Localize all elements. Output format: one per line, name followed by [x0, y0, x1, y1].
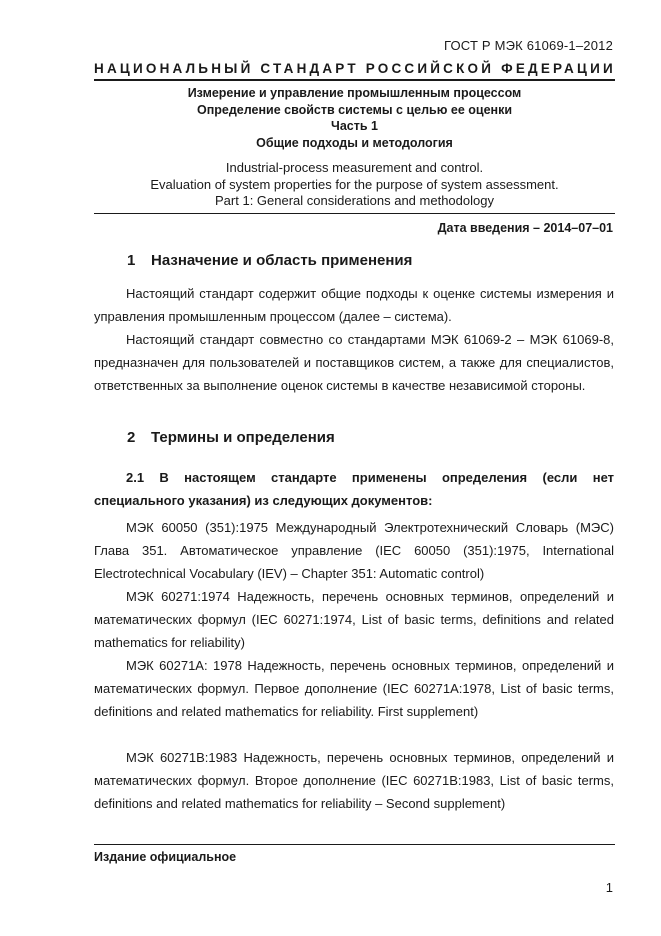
title-english: [94, 160, 615, 210]
section-number: 1: [127, 252, 136, 269]
edition-label: Издание официальное: [94, 850, 237, 864]
footer-divider: [94, 844, 615, 845]
title-divider: [94, 79, 615, 81]
section-number: 2: [127, 429, 136, 446]
title-en-line: Industrial-process measurement and control.: [225, 160, 484, 175]
reference-item: МЭК 60271В:1983 Надежность, перечень основных терминов, определений и математических формул. Второе дополнение (IEC 60271B:1983, List of basic terms, definitions and related mathematics for reliability – Second supplement): [94, 750, 614, 811]
title-en-line: Part 1: General considerations and methodology: [215, 193, 494, 208]
section-1-paragraph-2: Настоящий стандарт совместно со стандартами МЭК 61069-2 – МЭК 61069-8, предназначен для пользователей и поставщиков систем, а также для специалистов, ответственных за выполнение оценок системы в качестве независимой стороны.: [94, 332, 614, 393]
introduction-date: Дата введения – 2014–07–01: [437, 221, 613, 235]
section-1-paragraph-1: Настоящий стандарт содержит общие подходы к оценке системы измерения и управления промышленным процессом (далее – система).: [94, 286, 614, 324]
header-divider: [94, 213, 615, 214]
title-ru-line: Измерение и управление промышленным процессом: [187, 86, 522, 100]
standard-title: НАЦИОНАЛЬНЫЙ СТАНДАРТ РОССИЙСКОЙ ФЕДЕРАЦИИ: [94, 61, 616, 76]
reference-item: МЭК 60271:1974 Надежность, перечень основных терминов, определений и математических формул (IEC 60271:1974, List of basic terms, definitions and related mathematics for reliability): [94, 589, 614, 650]
section-title: Назначение и область применения: [151, 252, 413, 269]
section-title: Термины и определения: [151, 429, 335, 446]
title-en-line: Evaluation of system properties for the purpose of system assessment.: [150, 176, 559, 192]
reference-item: МЭК 60050 (351):1975 Международный Электротехнический Словарь (МЭС) Глава 351. Автоматическое управление (IEC 60050 (351):1975, International Electrotechnical Vocabulary (IEV) – Chapter 351: Automatic control): [94, 520, 614, 581]
title-ru-line: Общие подходы и методология: [256, 135, 453, 150]
clause-2-1: 2.1 В настоящем стандарте применены определения (если нет специального указания) из следующих документов:: [94, 470, 614, 508]
section-1-heading: [127, 252, 412, 269]
section-2-heading: [127, 429, 335, 446]
title-ru-line: Определение свойств системы с целью ее оценки: [196, 102, 513, 117]
reference-item: МЭК 60271А: 1978 Надежность, перечень основных терминов, определений и математических формул. Первое дополнение (IEC 60271A:1978, List of basic terms, definitions and related mathematics for reliability. First supplement): [94, 658, 614, 719]
page-number: 1: [605, 880, 613, 895]
document-code: ГОСТ Р МЭК 61069-1–2012: [443, 38, 613, 53]
title-ru-part: Часть 1: [331, 119, 378, 133]
title-russian: [94, 85, 615, 151]
